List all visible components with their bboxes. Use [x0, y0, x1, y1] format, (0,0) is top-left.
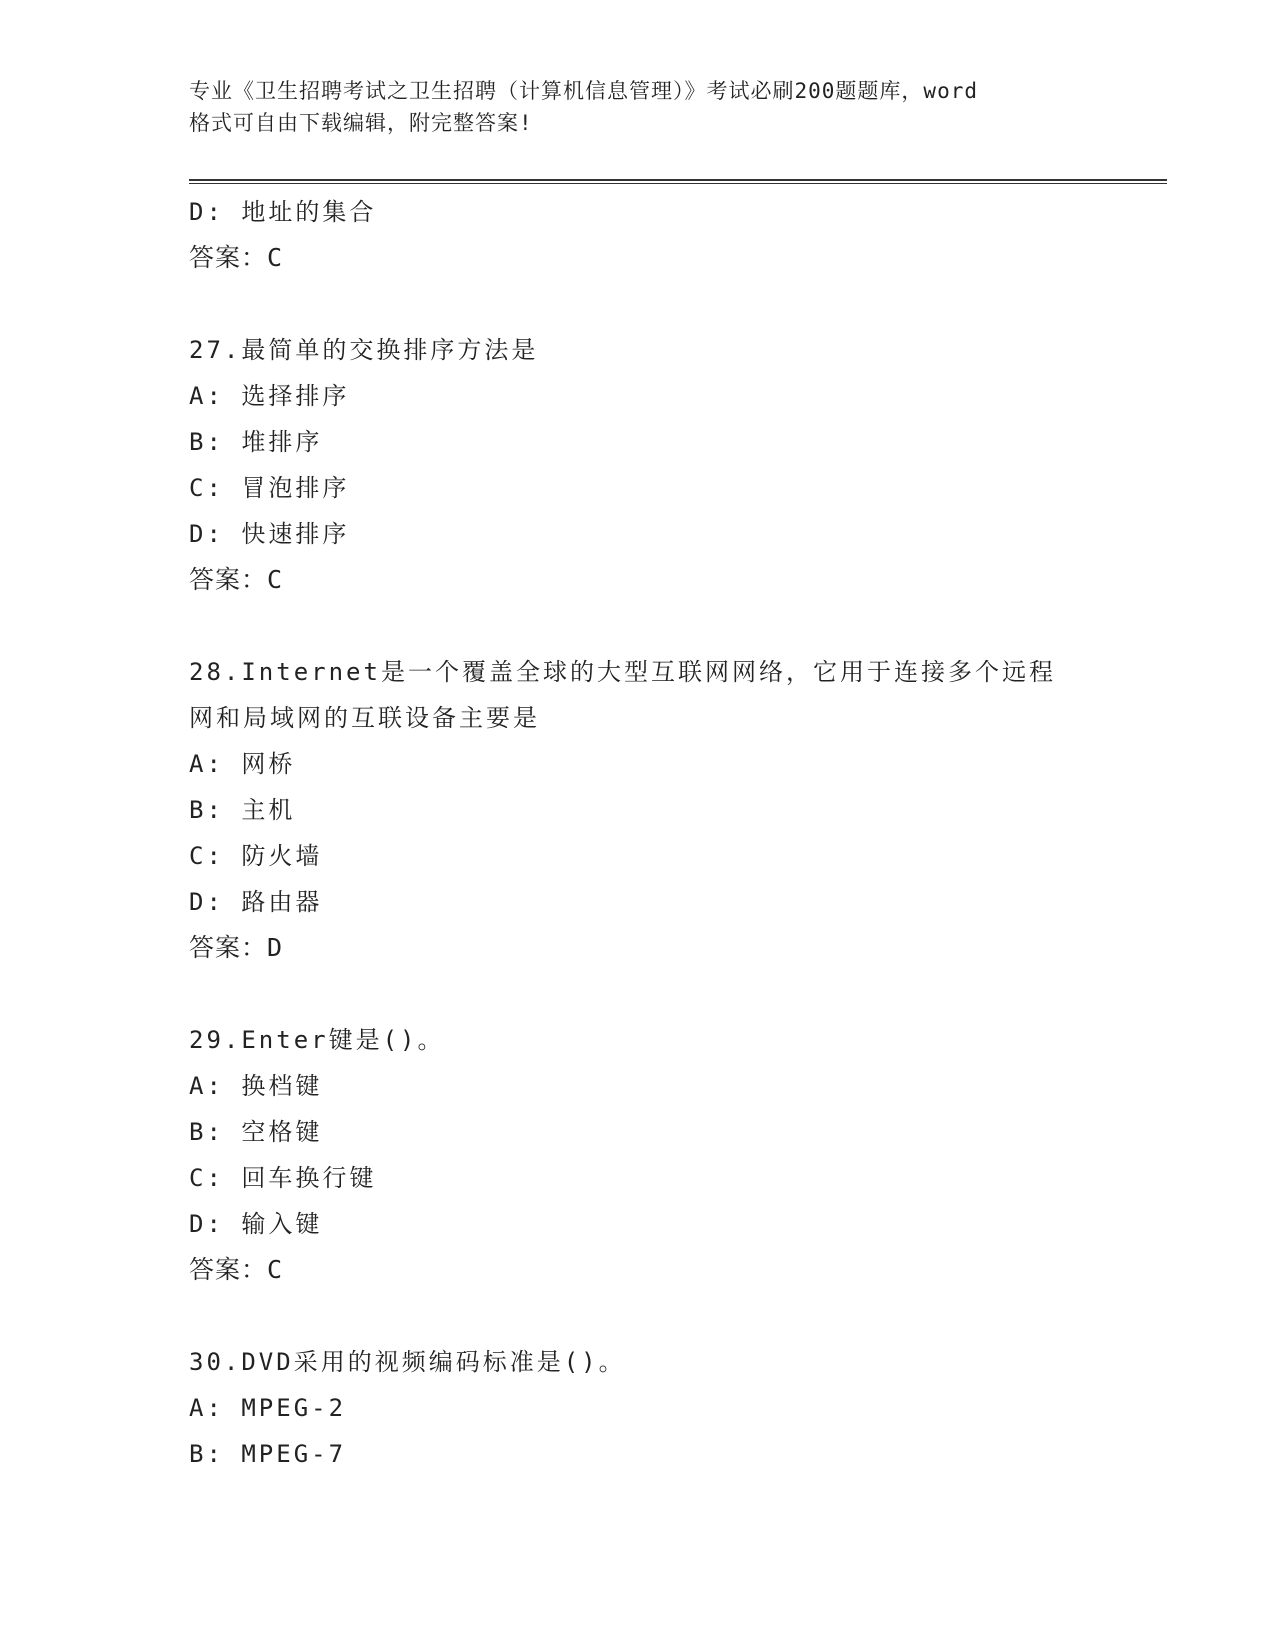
option-d: D: 地址的集合 [189, 198, 377, 226]
option-a: A: 选择排序 [189, 382, 350, 410]
question-27-text: 27.最简单的交换排序方法是 [189, 336, 539, 364]
option-b: B: 堆排序 [189, 428, 323, 456]
answer-line [189, 925, 1189, 971]
option-b: B: 空格键 [189, 1118, 323, 1146]
option-b: B: 主机 [189, 796, 296, 824]
answer-line [189, 1247, 1189, 1293]
question-28-text-line-2: 网和局域网的互联设备主要是 [189, 704, 540, 732]
option-d: D: 快速排序 [189, 520, 350, 548]
question-list [189, 189, 1189, 1477]
header-divider [189, 179, 1167, 184]
option-a: A: 网桥 [189, 750, 296, 778]
spacer [189, 603, 1189, 649]
option-a: A: MPEG-2 [189, 1394, 347, 1422]
answer-value: C [267, 565, 284, 594]
answer-label: 答案： [189, 243, 268, 272]
option-d: D: 路由器 [189, 888, 323, 916]
answer-line [189, 235, 1189, 281]
spacer [189, 971, 1189, 1017]
option-c: C: 防火墙 [189, 842, 323, 870]
option-c: C: 回车换行键 [189, 1164, 377, 1192]
answer-value: C [267, 243, 284, 272]
answer-value: D [267, 933, 284, 962]
header-line-1: 专业《卫生招聘考试之卫生招聘（计算机信息管理）》考试必刷200题题库，word [189, 79, 978, 103]
option-a: A: 换档键 [189, 1072, 323, 1100]
option-b: B: MPEG-7 [189, 1440, 347, 1468]
answer-label: 答案： [189, 1255, 268, 1284]
answer-label: 答案： [189, 565, 268, 594]
option-c: C: 冒泡排序 [189, 474, 350, 502]
answer-value: C [267, 1255, 284, 1284]
answer-line [189, 557, 1189, 603]
question-30-text: 30.DVD采用的视频编码标准是()。 [189, 1348, 626, 1376]
answer-label: 答案： [189, 933, 268, 962]
question-29-text: 29.Enter键是()。 [189, 1026, 445, 1054]
spacer [189, 281, 1189, 327]
option-d: D: 输入键 [189, 1210, 323, 1238]
question-28-text-line-1: 28.Internet是一个覆盖全球的大型互联网网络，它用于连接多个远程 [189, 658, 1056, 686]
spacer [189, 1293, 1189, 1339]
document-header [189, 75, 1089, 139]
header-line-2: 格式可自由下载编辑，附完整答案! [189, 111, 533, 135]
